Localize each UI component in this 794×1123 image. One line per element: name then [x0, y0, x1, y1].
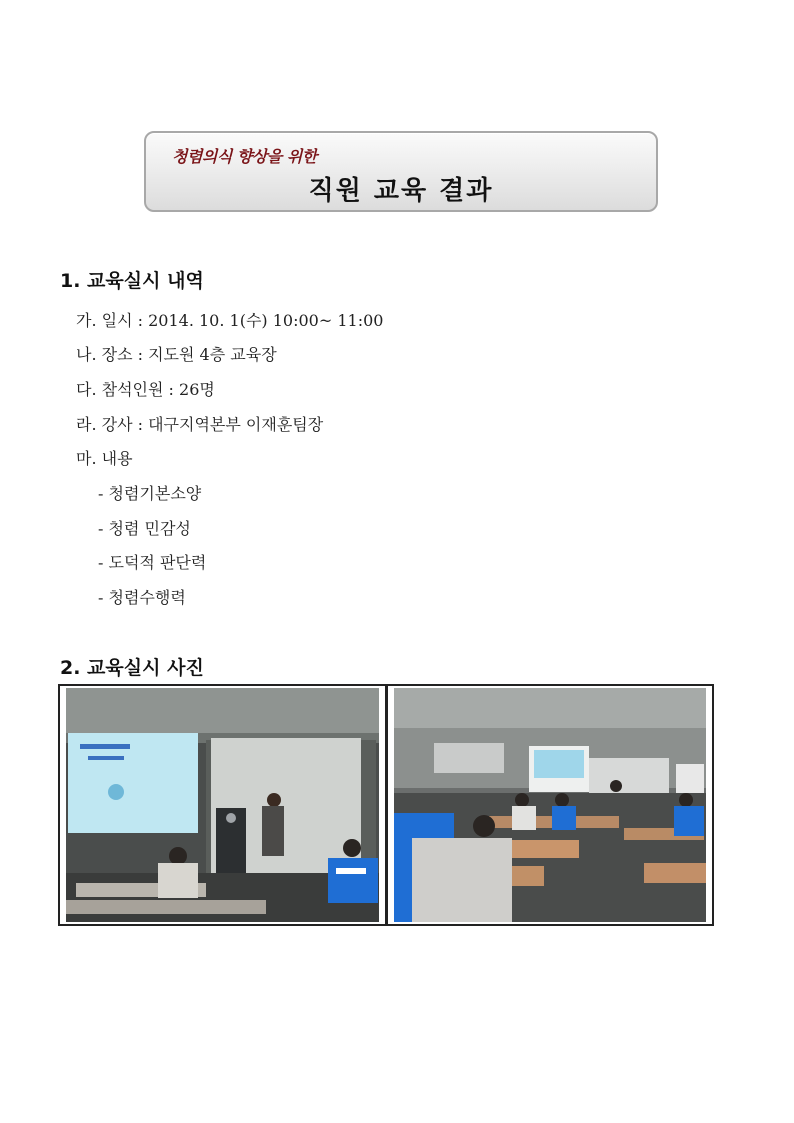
section-2-heading: 2. 교육실시 사진	[60, 657, 204, 679]
detail-instructor: 라. 강사 : 대구지역본부 이재훈팀장	[76, 415, 324, 434]
content-item: - 청렴 민감성	[98, 519, 191, 538]
detail-location: 나. 장소 : 지도원 4층 교육장	[76, 345, 277, 364]
content-item: - 청렴기본소양	[98, 484, 202, 503]
title-subtitle: 청렴의식 향상을 위한	[172, 147, 317, 166]
detail-content-label: 마. 내용	[76, 449, 133, 468]
photo-lecture-front	[66, 688, 379, 922]
section-1-heading: 1. 교육실시 내역	[60, 270, 204, 292]
photo-divider	[385, 684, 388, 926]
content-item: - 청렴수행력	[98, 588, 186, 607]
detail-attendees: 다. 참석인원 : 26명	[76, 380, 215, 399]
detail-date: 가. 일시 : 2014. 10. 1(수) 10:00~ 11:00	[76, 311, 384, 330]
content-item: - 도덕적 판단력	[98, 553, 207, 572]
photo-lecture-audience	[394, 688, 706, 922]
page-title: 직원 교육 결과	[308, 176, 494, 206]
